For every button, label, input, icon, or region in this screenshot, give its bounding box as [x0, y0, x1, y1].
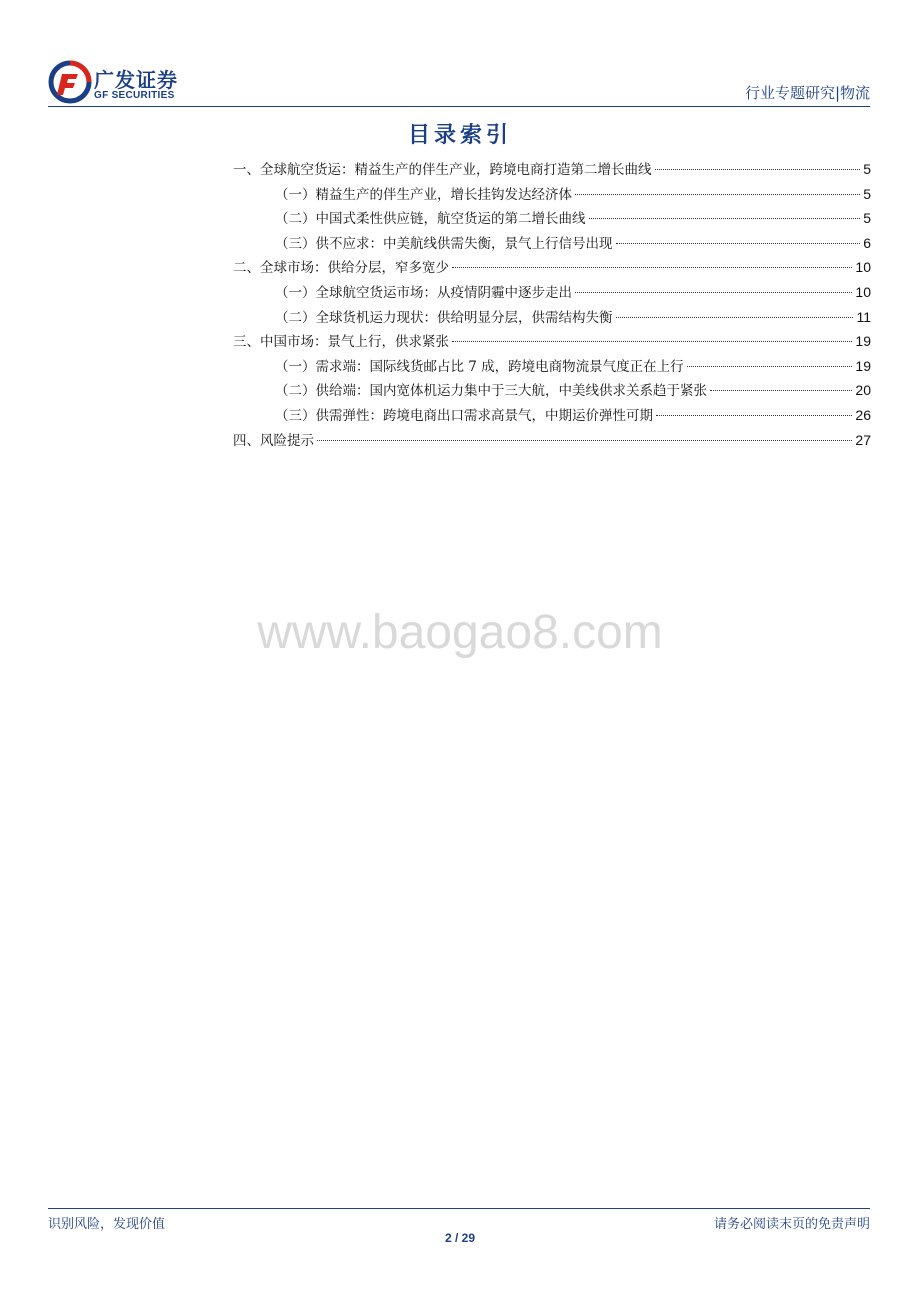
footer-divider	[48, 1208, 870, 1209]
toc-leader-dots	[656, 415, 852, 416]
toc-page-number: 19	[855, 333, 871, 350]
toc-entry[interactable]	[233, 256, 871, 281]
logo-text-en: GF SECURITIES	[94, 90, 175, 101]
gf-securities-logo	[48, 58, 198, 106]
toc-entry-text: （一）需求端：国际线货邮占比 7 成，跨境电商物流景气度正在上行	[275, 358, 684, 375]
report-category: 行业专题研究|物流	[744, 84, 870, 102]
toc-page-number: 10	[855, 259, 871, 276]
toc-entry-text: 二、全球市场：供给分层，窄多宽少	[233, 260, 449, 277]
toc-page-number: 11	[856, 308, 871, 325]
toc-leader-dots	[710, 390, 852, 391]
toc-page-number: 5	[863, 161, 871, 177]
toc-entry-text: 一、全球航空货运：精益生产的伴生产业，跨境电商打造第二增长曲线	[233, 162, 652, 178]
page-header	[48, 58, 870, 108]
toc-leader-dots	[317, 440, 852, 441]
logo-text-cn: 广发证券	[94, 68, 178, 92]
table-of-contents	[233, 158, 871, 453]
toc-entry-text: 四、风险提示	[233, 432, 314, 449]
toc-entry-text: （三）供不应求：中美航线供需失衡，景气上行信号出现	[275, 235, 613, 252]
toc-entry[interactable]	[233, 183, 871, 208]
header-divider	[48, 106, 870, 107]
toc-entry[interactable]	[233, 330, 871, 355]
footer-slogan: 识别风险，发现价值	[48, 1217, 166, 1232]
toc-entry[interactable]	[233, 232, 871, 257]
toc-page-number: 19	[855, 357, 871, 374]
toc-entry-text: （一）全球航空货运市场：从疫情阴霾中逐步走出	[275, 284, 572, 301]
toc-entry[interactable]	[233, 158, 871, 183]
toc-entry-text: （二）中国式柔性供应链，航空货运的第二增长曲线	[275, 211, 586, 228]
page-number: 2 / 29	[444, 1231, 476, 1245]
footer-disclaimer: 请务必阅读末页的免责声明	[713, 1217, 870, 1232]
toc-page-number: 20	[855, 382, 871, 399]
toc-leader-dots	[687, 366, 853, 367]
toc-entry-text: （三）供需弹性：跨境电商出口需求高景气，中期运价弹性可期	[275, 407, 653, 424]
toc-entry[interactable]	[233, 306, 871, 331]
gf-logo-icon	[48, 60, 92, 104]
toc-entry[interactable]	[233, 355, 871, 380]
toc-entry[interactable]	[233, 281, 871, 306]
toc-page-number: 10	[855, 283, 871, 300]
toc-entry-text: （一）精益生产的伴生产业，增长挂钩发达经济体	[275, 186, 572, 203]
toc-leader-dots	[616, 243, 861, 244]
toc-page-number: 5	[863, 210, 871, 227]
toc-leader-dots	[452, 341, 852, 342]
toc-page-number: 5	[863, 185, 871, 202]
toc-entry-text: 三、中国市场：景气上行，供求紧张	[233, 334, 449, 351]
toc-entry-text: （二）全球货机运力现状：供给明显分层，供需结构失衡	[275, 309, 613, 326]
toc-leader-dots	[655, 169, 861, 170]
toc-leader-dots	[575, 292, 852, 293]
toc-entry[interactable]	[233, 404, 871, 429]
toc-leader-dots	[589, 218, 861, 219]
toc-leader-dots	[452, 267, 852, 268]
toc-page-number: 26	[855, 406, 871, 423]
toc-entry[interactable]	[233, 429, 871, 454]
toc-page-number: 27	[855, 431, 871, 448]
toc-leader-dots	[616, 317, 854, 318]
toc-entry[interactable]	[233, 207, 871, 232]
toc-title: 目录索引	[407, 122, 512, 148]
toc-entry[interactable]	[233, 379, 871, 404]
toc-entry-text: （二）供给端：国内宽体机运力集中于三大航，中美线供求关系趋于紧张	[275, 383, 707, 400]
toc-page-number: 6	[863, 234, 871, 251]
toc-leader-dots	[575, 194, 860, 195]
watermark: www.baogao8.com	[257, 606, 663, 659]
